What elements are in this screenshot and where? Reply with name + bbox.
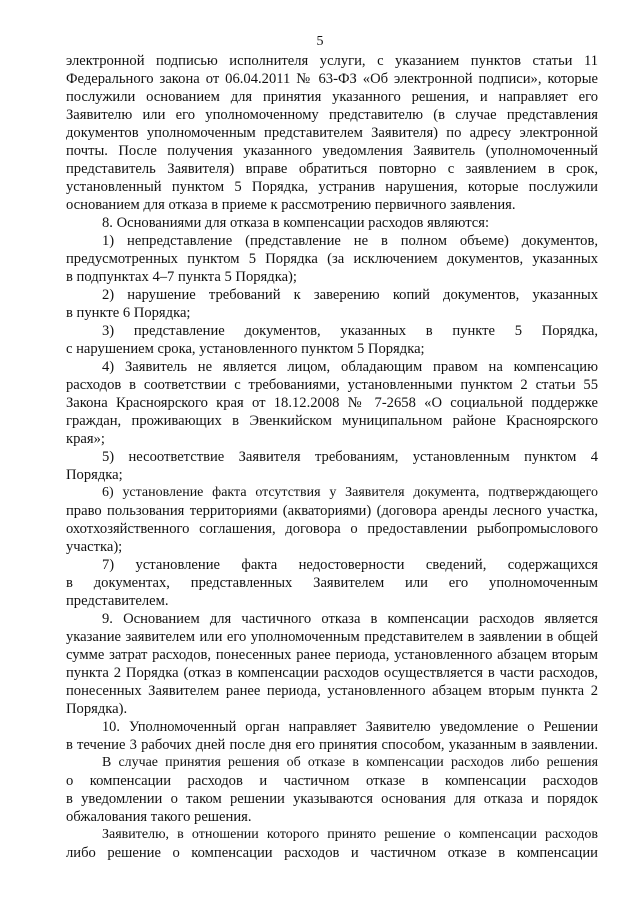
- text-line: в уведомлении о таком решении указываются основания для отказа и порядок: [66, 791, 598, 807]
- text-line: граждан, проживающих в Эвенкийском муниципальном районе Красноярского: [66, 413, 598, 429]
- text-line: с нарушением срока, установленного пунктом 5 Порядка;: [66, 341, 425, 357]
- text-line: почты. После получения указанного уведомления Заявитель (уполномоченный: [66, 143, 598, 159]
- text-line: о компенсации расходов и частичном отказе в компенсации расходов: [66, 773, 598, 789]
- text-line: Заявителю или его уполномоченному представителю (в случае представления: [66, 107, 598, 123]
- text-line: 9. Основанием для частичного отказа в компенсации расходов является: [102, 611, 598, 627]
- text-line: Федерального закона от 06.04.2011 № 63-ФЗ «Об электронной подписи», которые: [66, 71, 598, 87]
- text-line: 6) установление факта отсутствия у Заявителя документа, подтверждающего: [102, 485, 598, 500]
- text-line: пункта 2 Порядка (отказ в компенсации расходов осуществляется в части расходов,: [66, 665, 598, 681]
- text-line: в подпунктах 4–7 пункта 5 Порядка);: [66, 269, 297, 285]
- text-line: 10. Уполномоченный орган направляет Заявителю уведомление о Решении: [102, 719, 598, 735]
- text-line: в течение 3 рабочих дней после дня его принятия способом, указанным в заявлении.: [66, 737, 598, 753]
- text-line: 5) несоответствие Заявителя требованиям, установленным пунктом 4: [102, 449, 598, 465]
- text-line: 8. Основаниями для отказа в компенсации расходов являются:: [102, 215, 490, 231]
- text-line: установленный пунктом 5 Порядка, устранив нарушения, которые послужили: [66, 179, 598, 195]
- text-line: края»;: [66, 431, 105, 447]
- text-line: электронной подписью исполнителя услуги, с указанием пунктов статьи 11: [66, 53, 598, 69]
- text-line: либо решение о компенсации расходов и частичном отказе в компенсации: [66, 845, 598, 861]
- text-line: в пункте 6 Порядка;: [66, 305, 191, 321]
- text-line: 2) нарушение требований к заверению копий документов, указанных: [102, 287, 598, 303]
- text-line: в документах, представленных Заявителем или его уполномоченным: [66, 575, 598, 591]
- text-line: охотхозяйственного соглашения, договора о предоставлении рыбопромыслового: [66, 521, 598, 537]
- text-line: сумме затрат расходов, понесенных ранее периода, установленного абзацем вторым: [66, 647, 598, 663]
- text-line: понесенных Заявителем ранее периода, установленного абзацем вторым пункта 2: [66, 683, 598, 699]
- text-line: расходов в соответствии с требованиями, установленными пунктом 2 статьи 55: [66, 377, 598, 393]
- text-line: 4) Заявитель не является лицом, обладающим правом на компенсацию: [102, 359, 598, 375]
- text-line: 1) непредставление (представление не в полном объеме) документов,: [102, 233, 598, 249]
- text-line: 3) представление документов, указанных в пункте 5 Порядка,: [102, 323, 598, 339]
- text-line: документов уполномоченным представителем Заявителя) по адресу электронной: [66, 125, 598, 141]
- text-line: 7) установление факта недостоверности сведений, содержащихся: [102, 557, 598, 573]
- text-line: Закона Красноярского края от 18.12.2008 № 7-2658 «О социальной поддержке: [66, 395, 598, 411]
- text-line: послужили основанием для принятия указанного решения, и направляет его: [66, 89, 598, 105]
- text-line: Заявителю, в отношении которого принято решение о компенсации расходов: [102, 827, 598, 842]
- text-line: Порядка).: [66, 701, 128, 717]
- text-line: В случае принятия решения об отказе в компенсации расходов либо решения: [102, 755, 598, 770]
- text-line: обжалования такого решения.: [66, 809, 252, 825]
- text-line: Порядка;: [66, 467, 123, 483]
- page-number: 5: [316, 34, 324, 49]
- text-line: указание заявителем или его уполномоченным представителем в заявлении в общей: [66, 629, 598, 645]
- text-line: право пользования территориями (акваториями) (договора аренды лесного участка,: [66, 503, 598, 519]
- document-body: [66, 52, 598, 862]
- text-line: основанием для отказа в приеме к рассмотрению первичного заявления.: [66, 197, 516, 213]
- text-line: представителем.: [66, 593, 169, 609]
- text-line: предусмотренных пунктом 5 Порядка (за исключением документов, указанных: [66, 251, 598, 267]
- text-line: представитель Заявителя) вправе обратиться повторно с заявлением в срок,: [66, 161, 598, 177]
- text-line: участка);: [66, 539, 123, 555]
